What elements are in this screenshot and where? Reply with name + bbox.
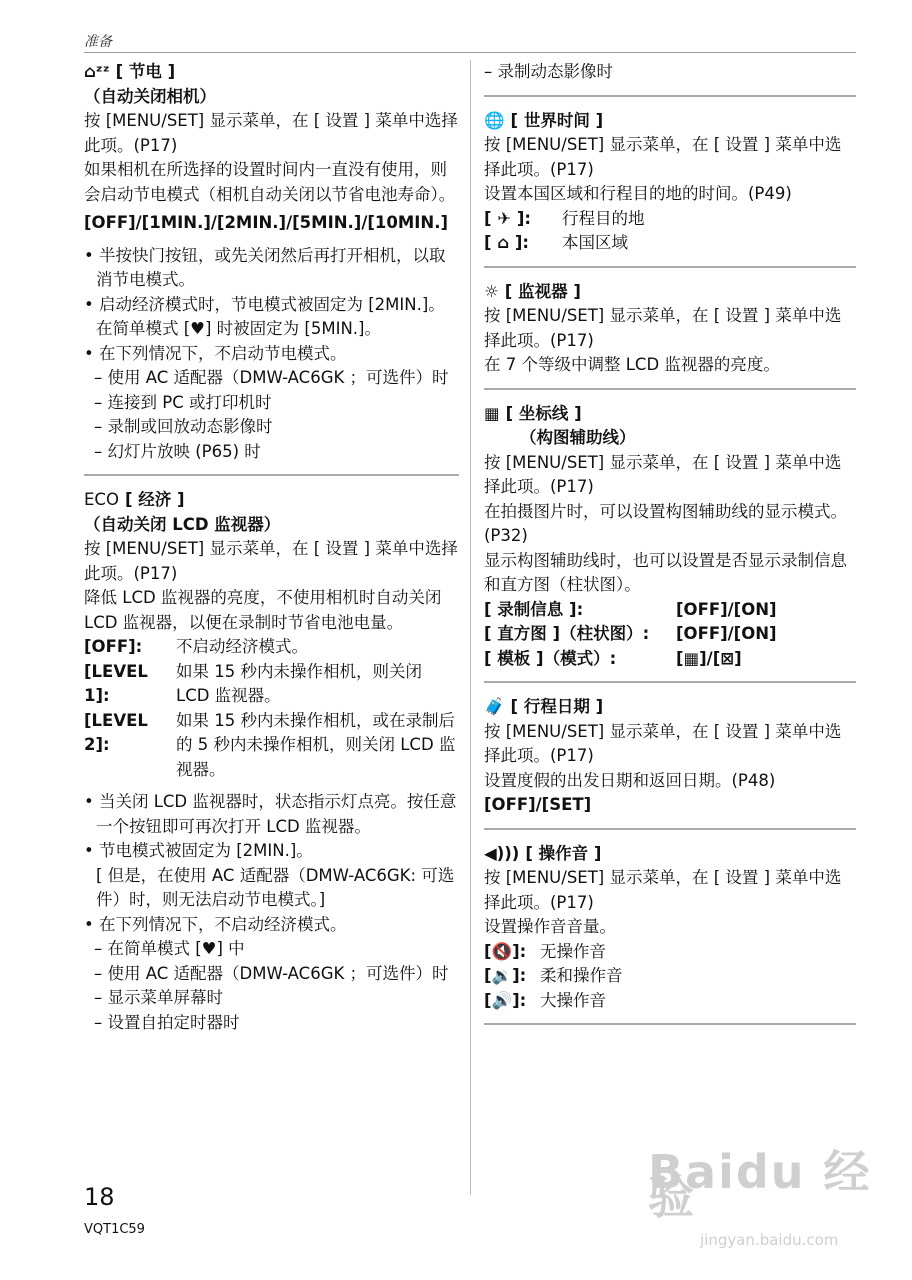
right-column [484, 60, 856, 1037]
power-save-section [84, 60, 459, 464]
beep-section [484, 842, 856, 1014]
bullet-item: • 在下列情况下，不启动节电模式。 [84, 343, 347, 363]
mute-icon: [🔇]: [484, 941, 527, 961]
dash-item: – 使用 AC 适配器（DMW-AC6GK ；可选件）时 [94, 963, 449, 983]
section-header: 准备 [84, 34, 112, 50]
section-rule [484, 266, 856, 268]
paragraph: 按 [MENU/SET] 显示菜单，在 [ 设置 ] 菜单中选择此项。(P17) [484, 306, 842, 350]
watermark-logo: Baidu 经验 [648, 1145, 872, 1224]
paragraph: 按 [MENU/SET] 显示菜单，在 [ 设置 ] 菜单中选择此项。(P17) [84, 539, 458, 583]
guide-line-section [484, 402, 856, 672]
economy-subtitle: （自动关闭 LCD 监视器） [84, 514, 281, 534]
bullet-item: • 节电模式被固定为 [2MIN.]。 [84, 841, 313, 860]
guide-line-subtitle: （构图辅助线） [520, 428, 636, 447]
section-rule [484, 681, 856, 683]
economy-section [84, 488, 459, 1035]
column-divider [470, 60, 471, 1195]
document-code: VQT1C59 [84, 1222, 145, 1237]
option-row: [LEVEL 1]: 如果 15 秒内未操作相机，则关闭 LCD 监视器。 [84, 661, 422, 705]
power-save-options: [OFF]/[1MIN.]/[2MIN.]/[5MIN.]/[10MIN.] [84, 213, 449, 232]
world-time-section [484, 109, 856, 256]
home-icon: [ ⌂ ]: [484, 233, 529, 252]
section-rule [484, 1023, 856, 1025]
volume-high-icon: [🔊]: [484, 990, 527, 1010]
option-row: [🔉]: 柔和操作音 [484, 964, 856, 989]
option-row: [ 直方图 ]（柱状图）: [OFF]/[ON] [484, 624, 777, 643]
dash-item: – 连接到 PC 或打印机时 [94, 392, 272, 412]
paragraph: 按 [MENU/SET] 显示菜单，在 [ 设置 ] 菜单中选择此项。(P17) [484, 135, 842, 179]
bullet-item: • 在下列情况下，不启动经济模式。 [84, 914, 347, 934]
paragraph: 降低 LCD 监视器的亮度，不使用相机时自动关闭 LCD 监视器，以便在录制时节省电池电量。 [84, 588, 442, 632]
option-row: [ 录制信息 ]: [OFF]/[ON] [484, 599, 777, 619]
suitcase-icon: 🧳 [484, 697, 505, 716]
option-row: [OFF]: 不启动经济模式。 [84, 637, 308, 656]
airplane-icon: [ ✈ ]: [484, 208, 531, 228]
pattern-icons: [▦]/[⊠] [676, 648, 742, 668]
header-rule [84, 52, 856, 53]
paragraph: 在 7 个等级中调整 LCD 监视器的亮度。 [484, 355, 780, 374]
paragraph: 设置本国区域和行程目的地的时间。(P49) [484, 184, 792, 203]
page-number: 18 [84, 1183, 115, 1211]
monitor-section [484, 280, 856, 378]
speaker-icon: ◀))) [484, 843, 520, 863]
travel-date-title: 🧳 [ 行程日期 ] [484, 695, 856, 720]
dash-item: – 在简单模式 [♥] 中 [94, 939, 245, 958]
paragraph: 在拍摄图片时，可以设置构图辅助线的显示模式。(P32) [484, 501, 847, 545]
option-row: [ 模板 ]（模式）: [▦]/[⊠] [484, 647, 856, 672]
monitor-title: ☼ [ 监视器 ] [484, 280, 856, 305]
economy-title: ECO [ 经济 ] [84, 488, 459, 513]
bullet-item: • 半按快门按钮，或先关闭然后再打开相机，以取消节电模式。 [84, 245, 446, 289]
power-save-title: ⌂ᶻᶻ [ 节电 ] [84, 60, 459, 85]
volume-low-icon: [🔉]: [484, 966, 527, 985]
dash-item: – 设置自拍定时器时 [94, 1012, 240, 1032]
paragraph: 设置度假的出发日期和返回日期。(P48) [484, 770, 776, 790]
bullet-item: • 当关闭 LCD 监视器时，状态指示灯点亮。按任意一个按钮即可再次打开 LCD 监视器。 [84, 792, 457, 836]
section-rule [484, 95, 856, 97]
paragraph: 按 [MENU/SET] 显示菜单，在 [ 设置 ] 菜单中选择此项。(P17) [84, 111, 458, 155]
power-save-icon: ⌂ᶻᶻ [84, 62, 110, 81]
section-rule [484, 828, 856, 830]
eco-icon: ECO [84, 490, 119, 509]
dash-item: – 录制或回放动态影像时 [94, 417, 273, 436]
option-row: [ ⌂ ]: 本国区域 [484, 231, 856, 256]
option-row: [🔊]: 大操作音 [484, 989, 856, 1014]
travel-date-section [484, 695, 856, 818]
paragraph: 设置操作音音量。 [484, 917, 616, 936]
paragraph: 按 [MENU/SET] 显示菜单，在 [ 设置 ] 菜单中选择此项。(P17) [484, 721, 842, 765]
section-rule [84, 474, 459, 476]
brightness-icon: ☼ [484, 281, 499, 301]
option-row: [ ✈ ]: 行程目的地 [484, 207, 856, 232]
world-time-title: 🌐 [ 世界时间 ] [484, 109, 856, 134]
globe-icon: 🌐 [484, 110, 505, 130]
paragraph: 按 [MENU/SET] 显示菜单，在 [ 设置 ] 菜单中选择此项。(P17) [484, 868, 842, 912]
paragraph: 如果相机在所选择的设置时间内一直没有使用，则会启动节电模式（相机自动关闭以节省电池寿命）。 [84, 160, 456, 204]
power-save-subtitle: （自动关闭相机） [84, 86, 216, 106]
option-row: [LEVEL 2]: 如果 15 秒内未操作相机，或在录制后的 5 秒内未操作相机，则关闭 LCD 监视器。 [84, 710, 456, 779]
guide-line-title: ▦ [ 坐标线 ] [484, 402, 856, 427]
paragraph: 显示构图辅助线时，也可以设置是否显示录制信息和直方图（柱状图）。 [484, 550, 847, 594]
beep-title: ◀))) [ 操作音 ] [484, 842, 856, 867]
bullet-item: • 启动经济模式时，节电模式被固定为 [2MIN.]。在简单模式 [♥] 时被固定为 [5MIN.]。 [84, 294, 445, 338]
note: [ 但是，在使用 AC 适配器（DMW-AC6GK: 可选件）时，则无法启动节电模式。] [96, 865, 455, 909]
dash-item: – 幻灯片放映 (P65) 时 [94, 441, 261, 461]
dash-item: – 录制动态影像时 [484, 62, 613, 81]
option-row: [🔇]: 无操作音 [484, 940, 856, 965]
dash-item: – 使用 AC 适配器（DMW-AC6GK ；可选件）时 [94, 368, 449, 387]
paragraph: 按 [MENU/SET] 显示菜单，在 [ 设置 ] 菜单中选择此项。(P17) [484, 452, 842, 496]
section-rule [484, 388, 856, 390]
dash-item: – 显示菜单屏幕时 [94, 988, 223, 1007]
travel-date-options: [OFF]/[SET] [484, 795, 592, 814]
grid-icon: ▦ [484, 403, 500, 423]
left-column [84, 60, 459, 1035]
watermark-url: jingyan.baidu.com [700, 1231, 839, 1249]
